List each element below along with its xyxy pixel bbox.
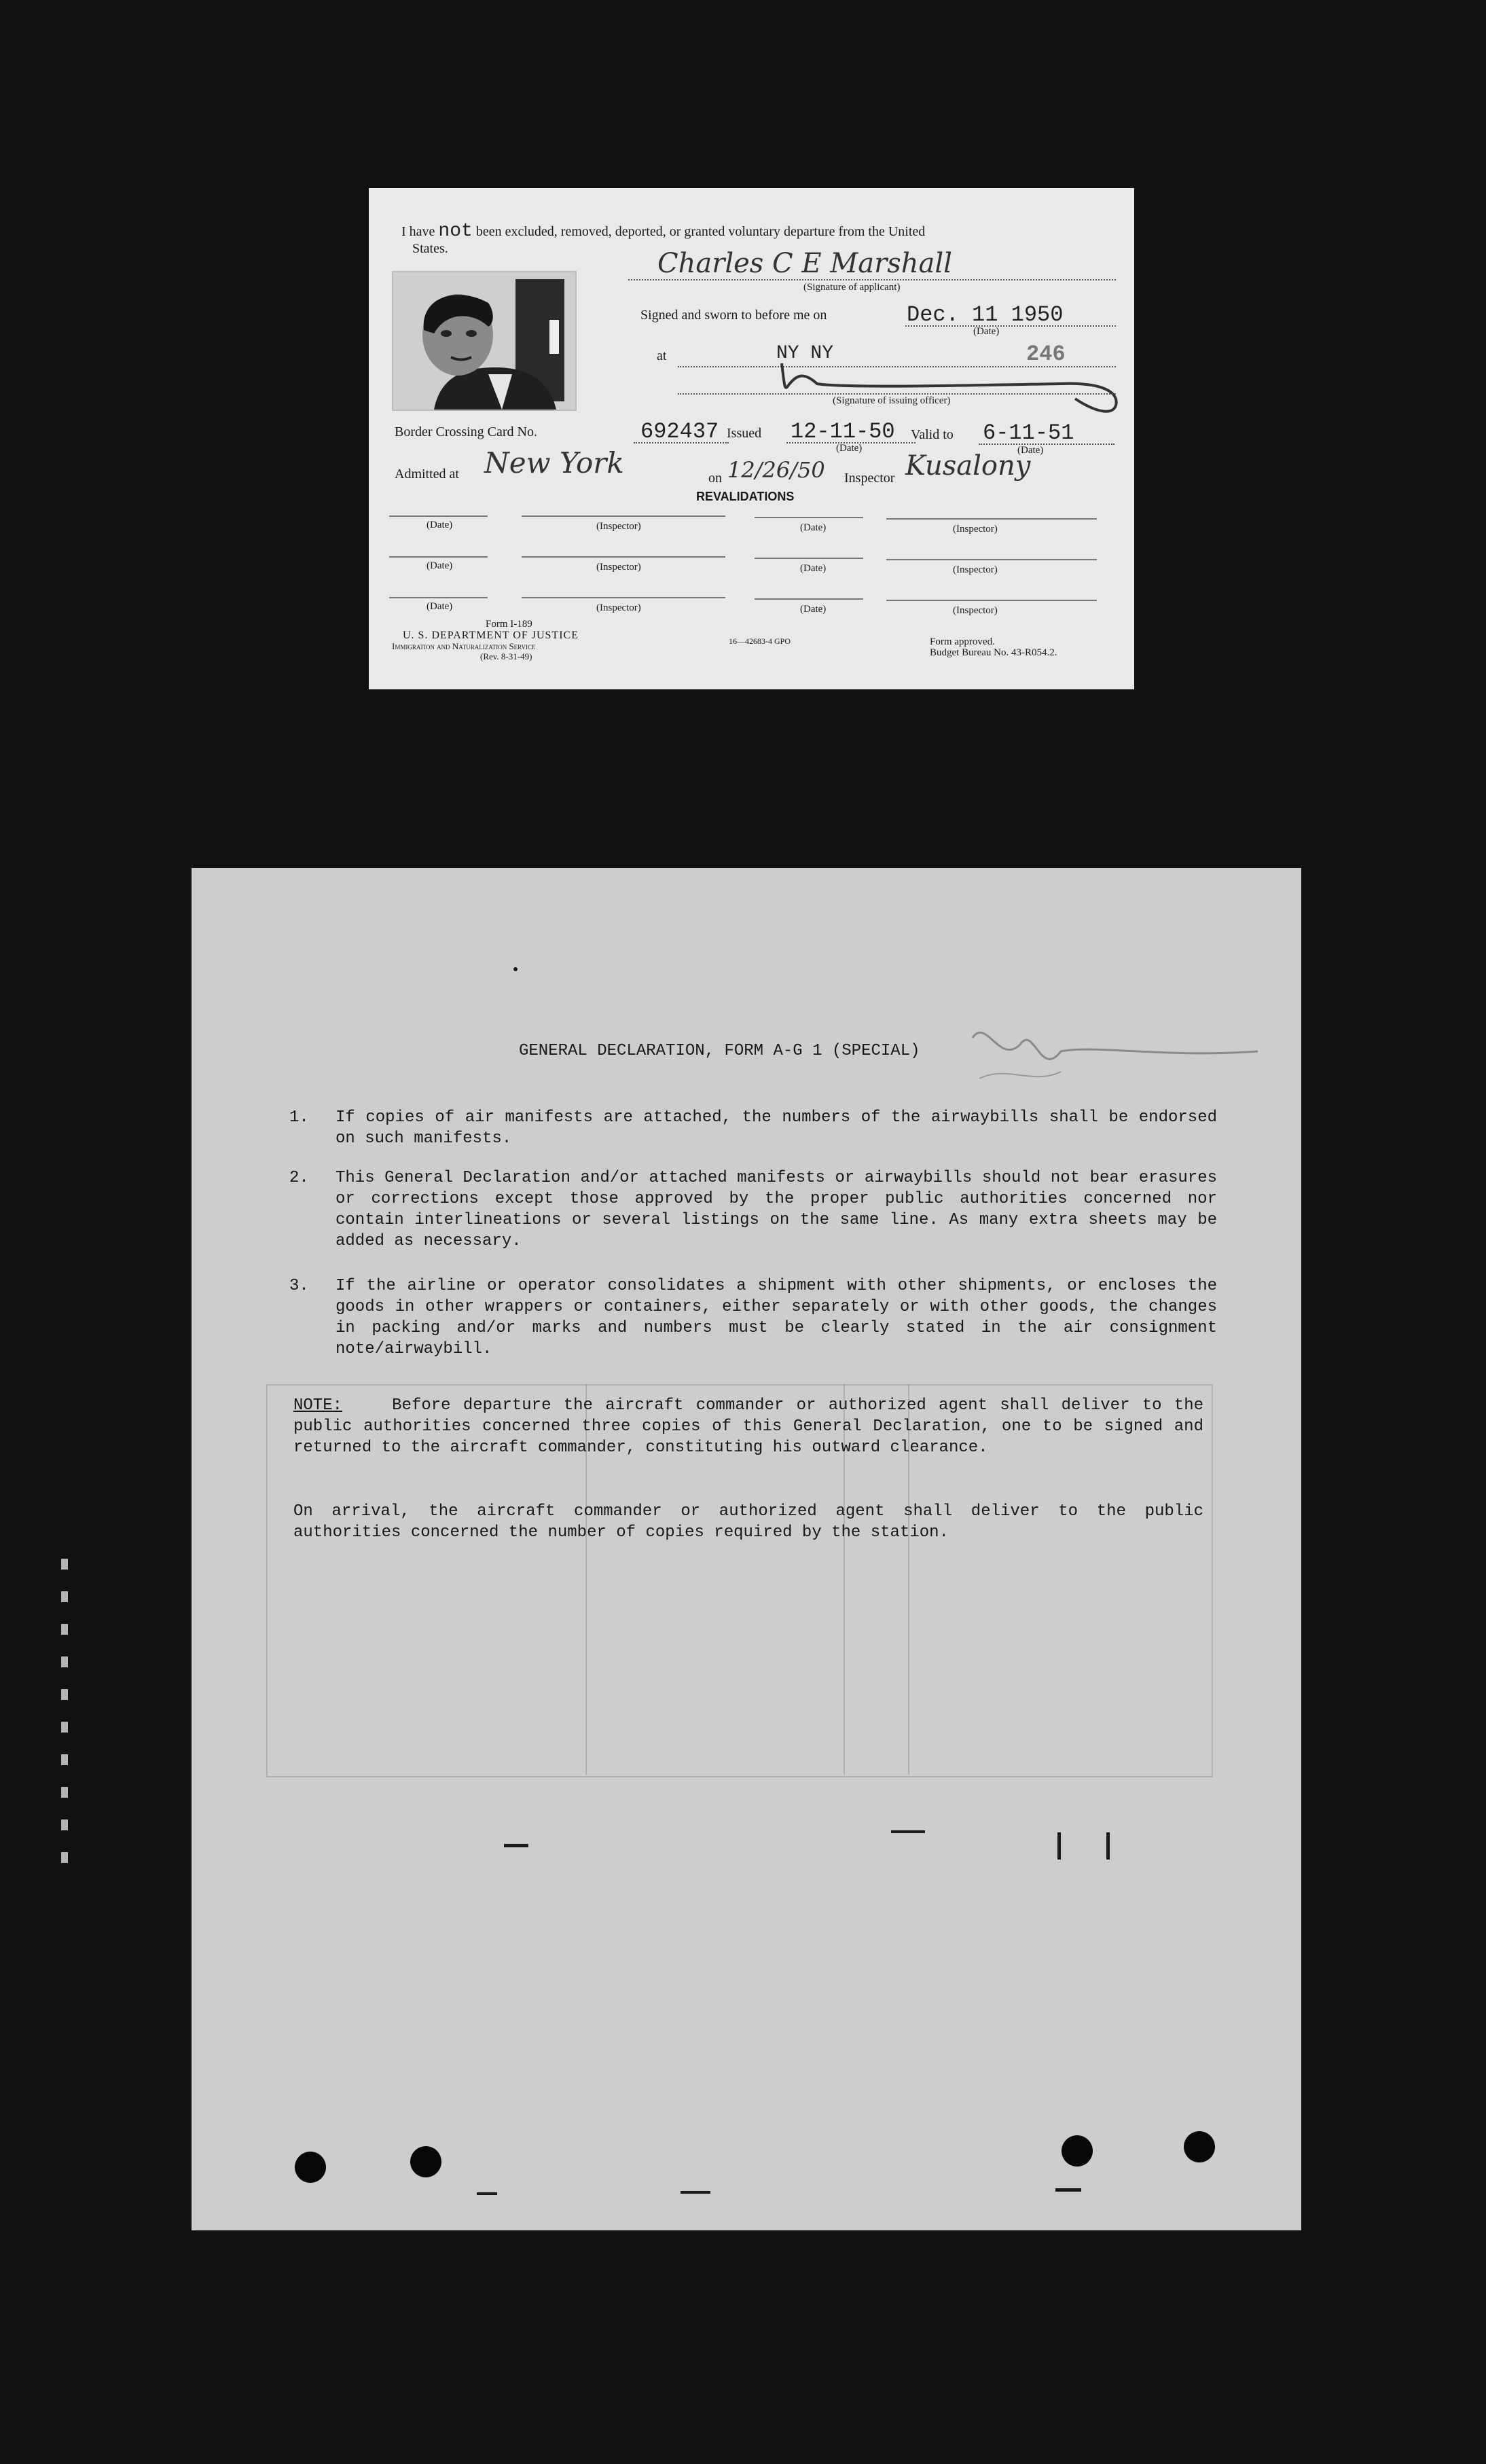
film-edge-marks (61, 1559, 68, 1885)
speck (477, 2192, 497, 2195)
reval-line (755, 558, 863, 559)
speck (891, 1830, 925, 1833)
item-number: 3. (289, 1277, 309, 1295)
issued-label: Issued (727, 426, 762, 441)
reval-line (886, 600, 1097, 601)
general-declaration-sheet (192, 868, 1301, 2230)
speck (1106, 1832, 1110, 1860)
sworn-date-line (905, 325, 1116, 327)
officer-number: 246 (1026, 342, 1066, 367)
reval-inspector-caption: (Inspector) (596, 562, 641, 573)
sworn-date: Dec. 11 1950 (907, 302, 1064, 327)
inspector-label: Inspector (844, 471, 895, 486)
sworn-date-caption: (Date) (973, 326, 1000, 337)
note-paragraph (293, 1395, 1203, 1458)
reval-line (522, 556, 725, 558)
officer-caption: (Signature of issuing officer) (833, 395, 951, 406)
speck (1055, 2188, 1081, 2192)
reval-date-caption: (Date) (427, 560, 453, 571)
reval-line (389, 597, 488, 598)
officer-line (678, 393, 1116, 395)
punch-hole (410, 2146, 441, 2177)
statement-rest: been excluded, removed, deported, or granted voluntary departure from the United (475, 224, 926, 239)
valid-line (979, 443, 1114, 445)
reval-inspector-caption: (Inspector) (953, 564, 998, 575)
reval-line (522, 597, 725, 598)
valid-caption: (Date) (1017, 445, 1044, 456)
item-text: This General Declaration and/or attached manifests or airwaybills should not bear erasures or corrections except those approved by the proper public authorities concerned nor contain interlineations or several listings on the same line. As many extra sheets may be added as necessary. (336, 1169, 1217, 1250)
admitted-label: Admitted at (395, 467, 459, 482)
admitted-date: 12/26/50 (727, 457, 825, 483)
issued-date: 12-11-50 (791, 419, 895, 444)
exclusion-statement (401, 221, 925, 242)
service: Immigration and Naturalization Service (392, 641, 536, 651)
arrival-paragraph: On arrival, the aircraft commander or authorized agent shall deliver to the public authorities concerned the number of copies required by the station. (293, 1502, 1203, 1542)
reval-date-caption: (Date) (427, 520, 453, 530)
issued-caption: (Date) (836, 443, 863, 454)
reval-date-caption: (Date) (800, 563, 827, 574)
form-number: Form I-189 (486, 619, 532, 630)
reval-line (755, 598, 863, 600)
faint-annotation (959, 997, 1278, 1099)
note-text: Before departure the aircraft commander or authorized agent shall deliver to the public authorities concerned three copies of this General Declaration, one to be signed and returned to the aircraft commander, constituting his outward clearance. (293, 1396, 1204, 1457)
at-place: NY NY (776, 343, 834, 364)
bcc-line (634, 442, 729, 443)
item-number: 1. (289, 1108, 309, 1127)
speck (513, 967, 518, 971)
valid-label: Valid to (911, 427, 954, 442)
reval-inspector-caption: (Inspector) (596, 602, 641, 613)
item-text: If the airline or operator consolidates a shipment with other shipments, or encloses the goods in other wrappers or containers, either separately or with other goods, the changes in packing and/or marks and numbers must be clearly stated in the air consignment note/airwaybill. (336, 1277, 1217, 1358)
reval-inspector-caption: (Inspector) (953, 524, 998, 535)
item-text: If copies of air manifests are attached, the numbers of the airwaybills shall be endorsed on such manifests. (336, 1108, 1217, 1148)
department: U. S. DEPARTMENT OF JUSTICE (403, 630, 579, 641)
bcc-label: Border Crossing Card No. (395, 424, 537, 439)
applicant-photo (392, 271, 577, 411)
reval-inspector-caption: (Inspector) (596, 521, 641, 532)
punch-hole (1062, 2135, 1093, 2167)
valid-date: 6-11-51 (983, 420, 1074, 446)
signature-caption: (Signature of applicant) (803, 282, 901, 293)
reval-line (886, 559, 1097, 560)
statement-prefix: I have (401, 224, 435, 239)
speck (504, 1844, 528, 1847)
border-crossing-card (369, 188, 1134, 689)
speck (1057, 1832, 1061, 1860)
inspector-signature: Kusalony (905, 450, 1031, 482)
reval-line (389, 515, 488, 517)
reval-line (755, 517, 863, 518)
at-label: at (657, 348, 667, 363)
reval-inspector-caption: (Inspector) (953, 605, 998, 616)
declaration-title: GENERAL DECLARATION, FORM A-G 1 (SPECIAL) (519, 1042, 920, 1060)
budget-bureau-no: Budget Bureau No. 43-R054.2. (930, 647, 1057, 658)
applicant-signature: Charles C E Marshall (657, 248, 952, 279)
reval-line (522, 515, 725, 517)
revision: (Rev. 8-31-49) (480, 651, 532, 662)
sworn-label: Signed and sworn to before me on (640, 308, 827, 323)
statement-line2: States. (412, 241, 448, 256)
signature-line (628, 279, 1116, 280)
admitted-place: New York (484, 446, 624, 479)
reval-date-caption: (Date) (800, 522, 827, 533)
on-label: on (708, 471, 722, 486)
form-approved: Form approved. (930, 636, 995, 647)
note-label: NOTE: (293, 1396, 343, 1415)
statement-not: not (438, 221, 473, 242)
reval-date-caption: (Date) (427, 601, 453, 612)
speck (681, 2191, 710, 2194)
bcc-number: 692437 (640, 419, 719, 444)
item-number: 2. (289, 1169, 309, 1187)
reval-line (886, 518, 1097, 520)
reval-date-caption: (Date) (800, 604, 827, 615)
revalidations-heading: REVALIDATIONS (696, 490, 795, 503)
punch-hole (295, 2152, 326, 2183)
punch-hole (1184, 2131, 1215, 2162)
reval-line (389, 556, 488, 558)
officer-signature (776, 358, 1129, 426)
gpo-code: 16—42683-4 GPO (729, 636, 791, 646)
